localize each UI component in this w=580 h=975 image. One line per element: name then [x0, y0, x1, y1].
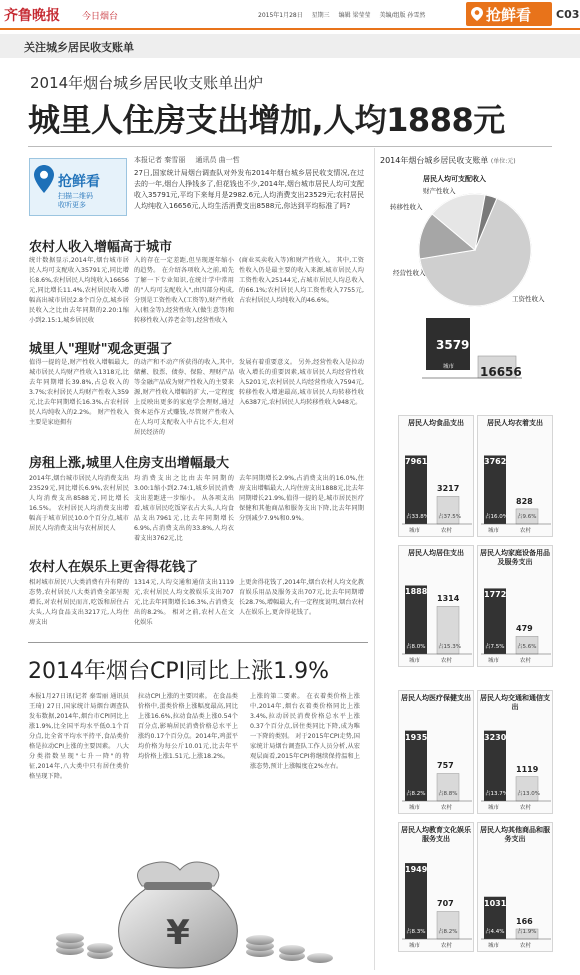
location-pin-icon	[34, 165, 54, 195]
brand-badge	[466, 2, 552, 26]
body-column: 去年同期增长2.9%,占消费支出的16.0%,住房支出增幅最大,人均住房支出1888元,比去年同期增长21.9%,值得一提的是,城市居民医疗保健和其他商品和服务支出下降,比去年同期分别减少7.9%和0.9%。	[239, 475, 364, 522]
card-title: 居民人均医疗保健支出	[401, 694, 471, 702]
expenditure-card	[398, 415, 474, 537]
svg-text:¥: ¥	[166, 913, 190, 953]
body-column: 上更舍得花钱了,2014年,烟台农村人均文化教育娱乐用品及服务支出707元,比去年同期增长28.7%,增幅最大,有一定程度说明,烟台农村人在娱乐上,更舍得花钱了。	[239, 579, 364, 616]
rural-value: 1314	[437, 594, 460, 604]
city-share: 占4.4%	[485, 929, 505, 935]
body-column: 值得一提的是,财产性收入增幅最大,城市居民人均财产性收入1318元,比去年同期增长39.8%,占总收入的3.7%;农村居民人均财产性收入359元,比去年同期增长16.3%,占农村居民人均纯收入的2.2%。 财产性收入主要是家庭拥有	[29, 359, 129, 426]
pie-label-property: 财产性收入	[423, 187, 456, 195]
infographic-title-text: 2014年烟台城乡居民收支账单	[380, 156, 489, 165]
section-title: 关注城乡居民收支账单	[24, 41, 134, 54]
article-kicker: 2014年烟台城乡居民收支账单出炉	[30, 74, 264, 92]
body-column: 本报1月27日讯(记者 秦雪丽 通讯员 王琦) 27日,国家统计局烟台调查队发布数据,2014年,烟台市CPI同比上涨1.9%,比全国平均水平低0.1个百分点,比全省平均水平持平,食品类价格是拉动CPI上涨的主要因素。 八大分类指数呈现"七升一降"的特征,2014年,八大类中只有居住类价格呈现下降。	[29, 693, 129, 780]
rural-axis-label: 农村	[520, 658, 532, 664]
pie-title: 居民人均可支配收入	[423, 175, 486, 183]
body-column: (商业买卖收入等)和财产性收入。 其中,工资性收入仍是最主要的收入来源,城市居民人均工资性收入25144元,占城市居民人均总收入的66.1%;农村居民人均工资性收入7755元,占农村居民人均纯收入的46.6%。	[239, 257, 364, 304]
city-value: 3230	[484, 732, 507, 742]
paper-logo: 齐鲁晚报	[4, 8, 60, 24]
rural-axis-label: 农村	[520, 943, 532, 949]
expenditure-card	[398, 822, 474, 952]
city-axis-label: 城市	[488, 805, 500, 811]
money-bag-illustration	[30, 840, 370, 972]
rural-axis-label: 农村	[520, 528, 532, 534]
expenditure-card	[477, 545, 553, 667]
subhead-rural-entertainment: 农村人在娱乐上更舍得花钱了	[29, 560, 199, 575]
city-axis-label: 城市	[409, 943, 421, 949]
rural-value: 166	[516, 917, 533, 926]
city-value: 1888	[405, 587, 428, 597]
section-bar	[0, 34, 580, 58]
income-city-value: 35791	[436, 338, 478, 352]
body-column: 拉动CPI上涨的主要因素。 在食品类价格中,蛋类价格上涨幅度最高,同比上涨16.6%,拉动食品类上涨0.54个百分点,影响居民消费价格总水平上涨约0.17个百分点。2014年,鸡蛋平均价格为每公斤10.01元,比去年平均价格上涨1.51元,上涨18.2%。	[138, 693, 238, 760]
body-column: 发展有着重要意义。 另外,经营性收入是拉动收入增长的重要因素,城市居民人均经营性收入5201元,农村居民人均经营性收入7594元,转移性收入增速最高,城市居民人均转移性收入6387元,农村居民人均转移性收入948元。	[239, 359, 364, 406]
promo-line-2: 收听更多	[58, 201, 86, 209]
rural-value: 707	[437, 899, 454, 909]
pie-label-wage: 工资性收入	[512, 295, 545, 303]
card-title: 居民人均其他商品和服务支出	[480, 826, 550, 843]
body-column: 均消费支出之比由去年同期的3.00:1缩小到2.74:1,城乡居民消费支出差距进一步缩小。 从各项支出看,城市居民吃饭穿衣占大头,人均食品支出7961元,比去年同期增长6.9%,占消费支出的33.8%,人均衣着支出3762元,比	[134, 475, 234, 542]
rural-share: 占8.8%	[438, 791, 458, 797]
card-title: 居民人均家庭设备用品及服务支出	[480, 549, 550, 566]
editor-credit: 编辑 梁莹莹	[338, 12, 371, 19]
article-byline	[134, 155, 248, 165]
city-axis-label: 城市	[409, 528, 421, 534]
infographic-divider	[374, 148, 375, 970]
infographic-unit: (单位:元)	[490, 158, 516, 165]
pie-label-business: 经营性收入	[393, 269, 426, 277]
card-title: 居民人均教育文化娱乐服务支出	[401, 826, 471, 843]
expenditure-card	[477, 690, 553, 814]
subhead-housing: 房租上涨,城里人住房支出增幅最大	[29, 456, 229, 471]
body-column: 上涨的第二要素。 在衣着类价格上涨中,2014年,烟台衣着类价格同比上涨3.4%,拉动居民消费价格总水平上涨0.37个百分点,居住类同比下降,成为唯一下降的类别。 对于2015年CPI走势,国家统计局烟台调查队工作人员分析,从宏观层面看,2015年CPI将继续保持温和上涨态势,预计上涨幅度在2%左右。	[250, 693, 360, 770]
promo-line-1: 扫描二维码	[58, 192, 93, 200]
rural-value: 828	[516, 496, 533, 506]
city-share: 占33.8%	[406, 514, 429, 520]
issue-date: 2015年1月28日	[258, 12, 303, 19]
edition-name: 今日烟台	[82, 12, 119, 22]
expenditure-card	[398, 545, 474, 667]
city-value: 1772	[484, 590, 507, 600]
city-axis-label: 城市	[488, 943, 500, 949]
expenditure-card	[398, 690, 474, 814]
rural-value: 3217	[437, 484, 460, 494]
rural-share: 占9.6%	[517, 514, 537, 520]
rural-share: 占8.2%	[438, 929, 458, 935]
city-share: 占13.7%	[485, 791, 508, 797]
income-city-label: 城市	[443, 364, 455, 370]
rural-share: 占13.0%	[517, 791, 540, 797]
rural-axis-label: 农村	[441, 805, 453, 811]
rural-share: 占15.3%	[438, 644, 461, 650]
income-pie-chart	[390, 172, 555, 322]
rural-share: 占37.5%	[438, 514, 461, 520]
pie-label-transfer: 转移性收入	[390, 203, 423, 211]
expenditure-card	[477, 822, 553, 952]
city-value: 1031	[484, 898, 507, 908]
city-share: 占8.3%	[406, 929, 426, 935]
city-value: 3762	[484, 457, 507, 467]
body-column: 的动产和不动产所获得的收入,其中,储蓄、股票、债券、保险、理财产品等金融产品成为财产性收入的主要来源,财产性收入增幅的扩大,一定程度上反映出更多的家庭学会理财,通过资本运作方式赚钱,尽管财产性收入在人均可支配收入中占比不大,但对居民经济的	[134, 359, 234, 436]
city-value: 1949	[405, 865, 428, 875]
reporter: 本报记者 秦雪丽	[134, 156, 186, 164]
card-title: 居民人均交通和通信支出	[480, 694, 550, 711]
issue-meta	[258, 10, 432, 19]
cpi-divider	[28, 642, 368, 643]
cpi-headline: 2014年烟台CPI同比上涨1.9%	[28, 659, 329, 684]
subhead-rural-income: 农村人收入增幅高于城市	[29, 240, 173, 255]
city-axis-label: 城市	[409, 658, 421, 664]
body-column: 统计数据显示,2014年,烟台城市居民人均可支配收入35791元,同比增长8.6%,农村居民人均纯收入16656元,同比增长11.4%,农村居民收入增幅高出城市居民2.8个百分点,城乡居民收入之比由去年同期的2.20:1缩小到2.15:1,城乡居民收	[29, 257, 129, 324]
card-title: 居民人均衣着支出	[487, 419, 543, 427]
subhead-finance: 城里人"理财"观念更强了	[29, 342, 173, 357]
headline-divider	[28, 146, 552, 147]
correspondent: 通讯员 曲一哲	[195, 156, 240, 164]
issue-weekday: 星期三	[311, 12, 330, 19]
rural-value: 757	[437, 761, 454, 771]
rural-value: 1119	[516, 764, 539, 774]
expenditure-card	[477, 415, 553, 537]
article-headline: 城里人住房支出增加,人均1888元	[28, 101, 505, 139]
city-share: 占8.2%	[406, 791, 426, 797]
rural-axis-label: 农村	[441, 943, 453, 949]
page-number: C03	[556, 8, 580, 21]
masthead	[0, 0, 580, 30]
body-column: 入的存在一定差距,但呈现逐年缩小的趋势。 在介绍各项收入之前,咱先了解一下专业知识,在统计学中常用的"人均可支配收入",由四部分构成,分别是工资性收入(工资等),财产性收入(租金等),经营性收入(做生意等)和转移性收入(养老金等),经营性收入	[134, 257, 234, 324]
infographic-title	[380, 155, 516, 166]
designer-credit: 美编/组版 孙雪然	[379, 12, 426, 19]
city-value: 7961	[405, 457, 428, 467]
rural-axis-label: 农村	[441, 528, 453, 534]
body-column: 相对城市居民八大类消费有升有降的态势,农村居民八大类消费全部呈现增长,对农村居民而言,吃饭和居住占大头,人均食品支出3217元,人均住房支出	[29, 579, 129, 626]
promo-title: 抢鲜看	[58, 174, 100, 190]
city-share: 占7.5%	[485, 644, 505, 650]
city-axis-label: 城市	[488, 528, 500, 534]
promo-box	[29, 158, 127, 216]
rural-axis-label: 农村	[441, 658, 453, 664]
body-column: 1314元,人均交通和通信支出1119元,农村居民人均文教娱乐支出707元,比去年同期增长16.3%,占消费支出的8.2%。 相对之前,农村人在文化娱乐	[134, 579, 234, 626]
income-bars	[396, 318, 556, 388]
rural-axis-label: 农村	[520, 805, 532, 811]
rural-share: 占5.6%	[517, 644, 537, 650]
brand-name: 抢鲜看	[486, 6, 532, 24]
card-title: 居民人均食品支出	[408, 419, 464, 427]
city-value: 1935	[405, 732, 428, 742]
body-column: 2014年,烟台城市居民人均消费支出23529元,同比增长6.9%,农村居民人均消费支出8588元,同比增长16.5%。 农村居民人均消费支出增幅高于城市居民10.0个百分点,城市居民人均消费支出与农村居民人	[29, 475, 129, 532]
city-share: 占8.0%	[406, 644, 426, 650]
city-share: 占16.0%	[485, 514, 508, 520]
rural-share: 占1.9%	[517, 929, 537, 935]
city-axis-label: 城市	[409, 805, 421, 811]
city-axis-label: 城市	[488, 658, 500, 664]
location-pin-icon	[471, 7, 483, 21]
income-rural-value: 16656	[480, 365, 522, 379]
article-lead: 27日,国家统计局烟台调查队对外发布2014年烟台城乡居民收支情况,在过去的一年,烟台人挣钱多了,但花钱也不少,2014年,烟台城市居民人均可支配收入35791元,平均下来每月是2982.6元,人均消费支出23529元;农村居民人均纯收入16656元,人均生活消费支出8588元,你达到平均标准了吗?	[134, 169, 364, 210]
rural-value: 479	[516, 624, 533, 634]
card-title: 居民人均居住支出	[408, 549, 464, 557]
